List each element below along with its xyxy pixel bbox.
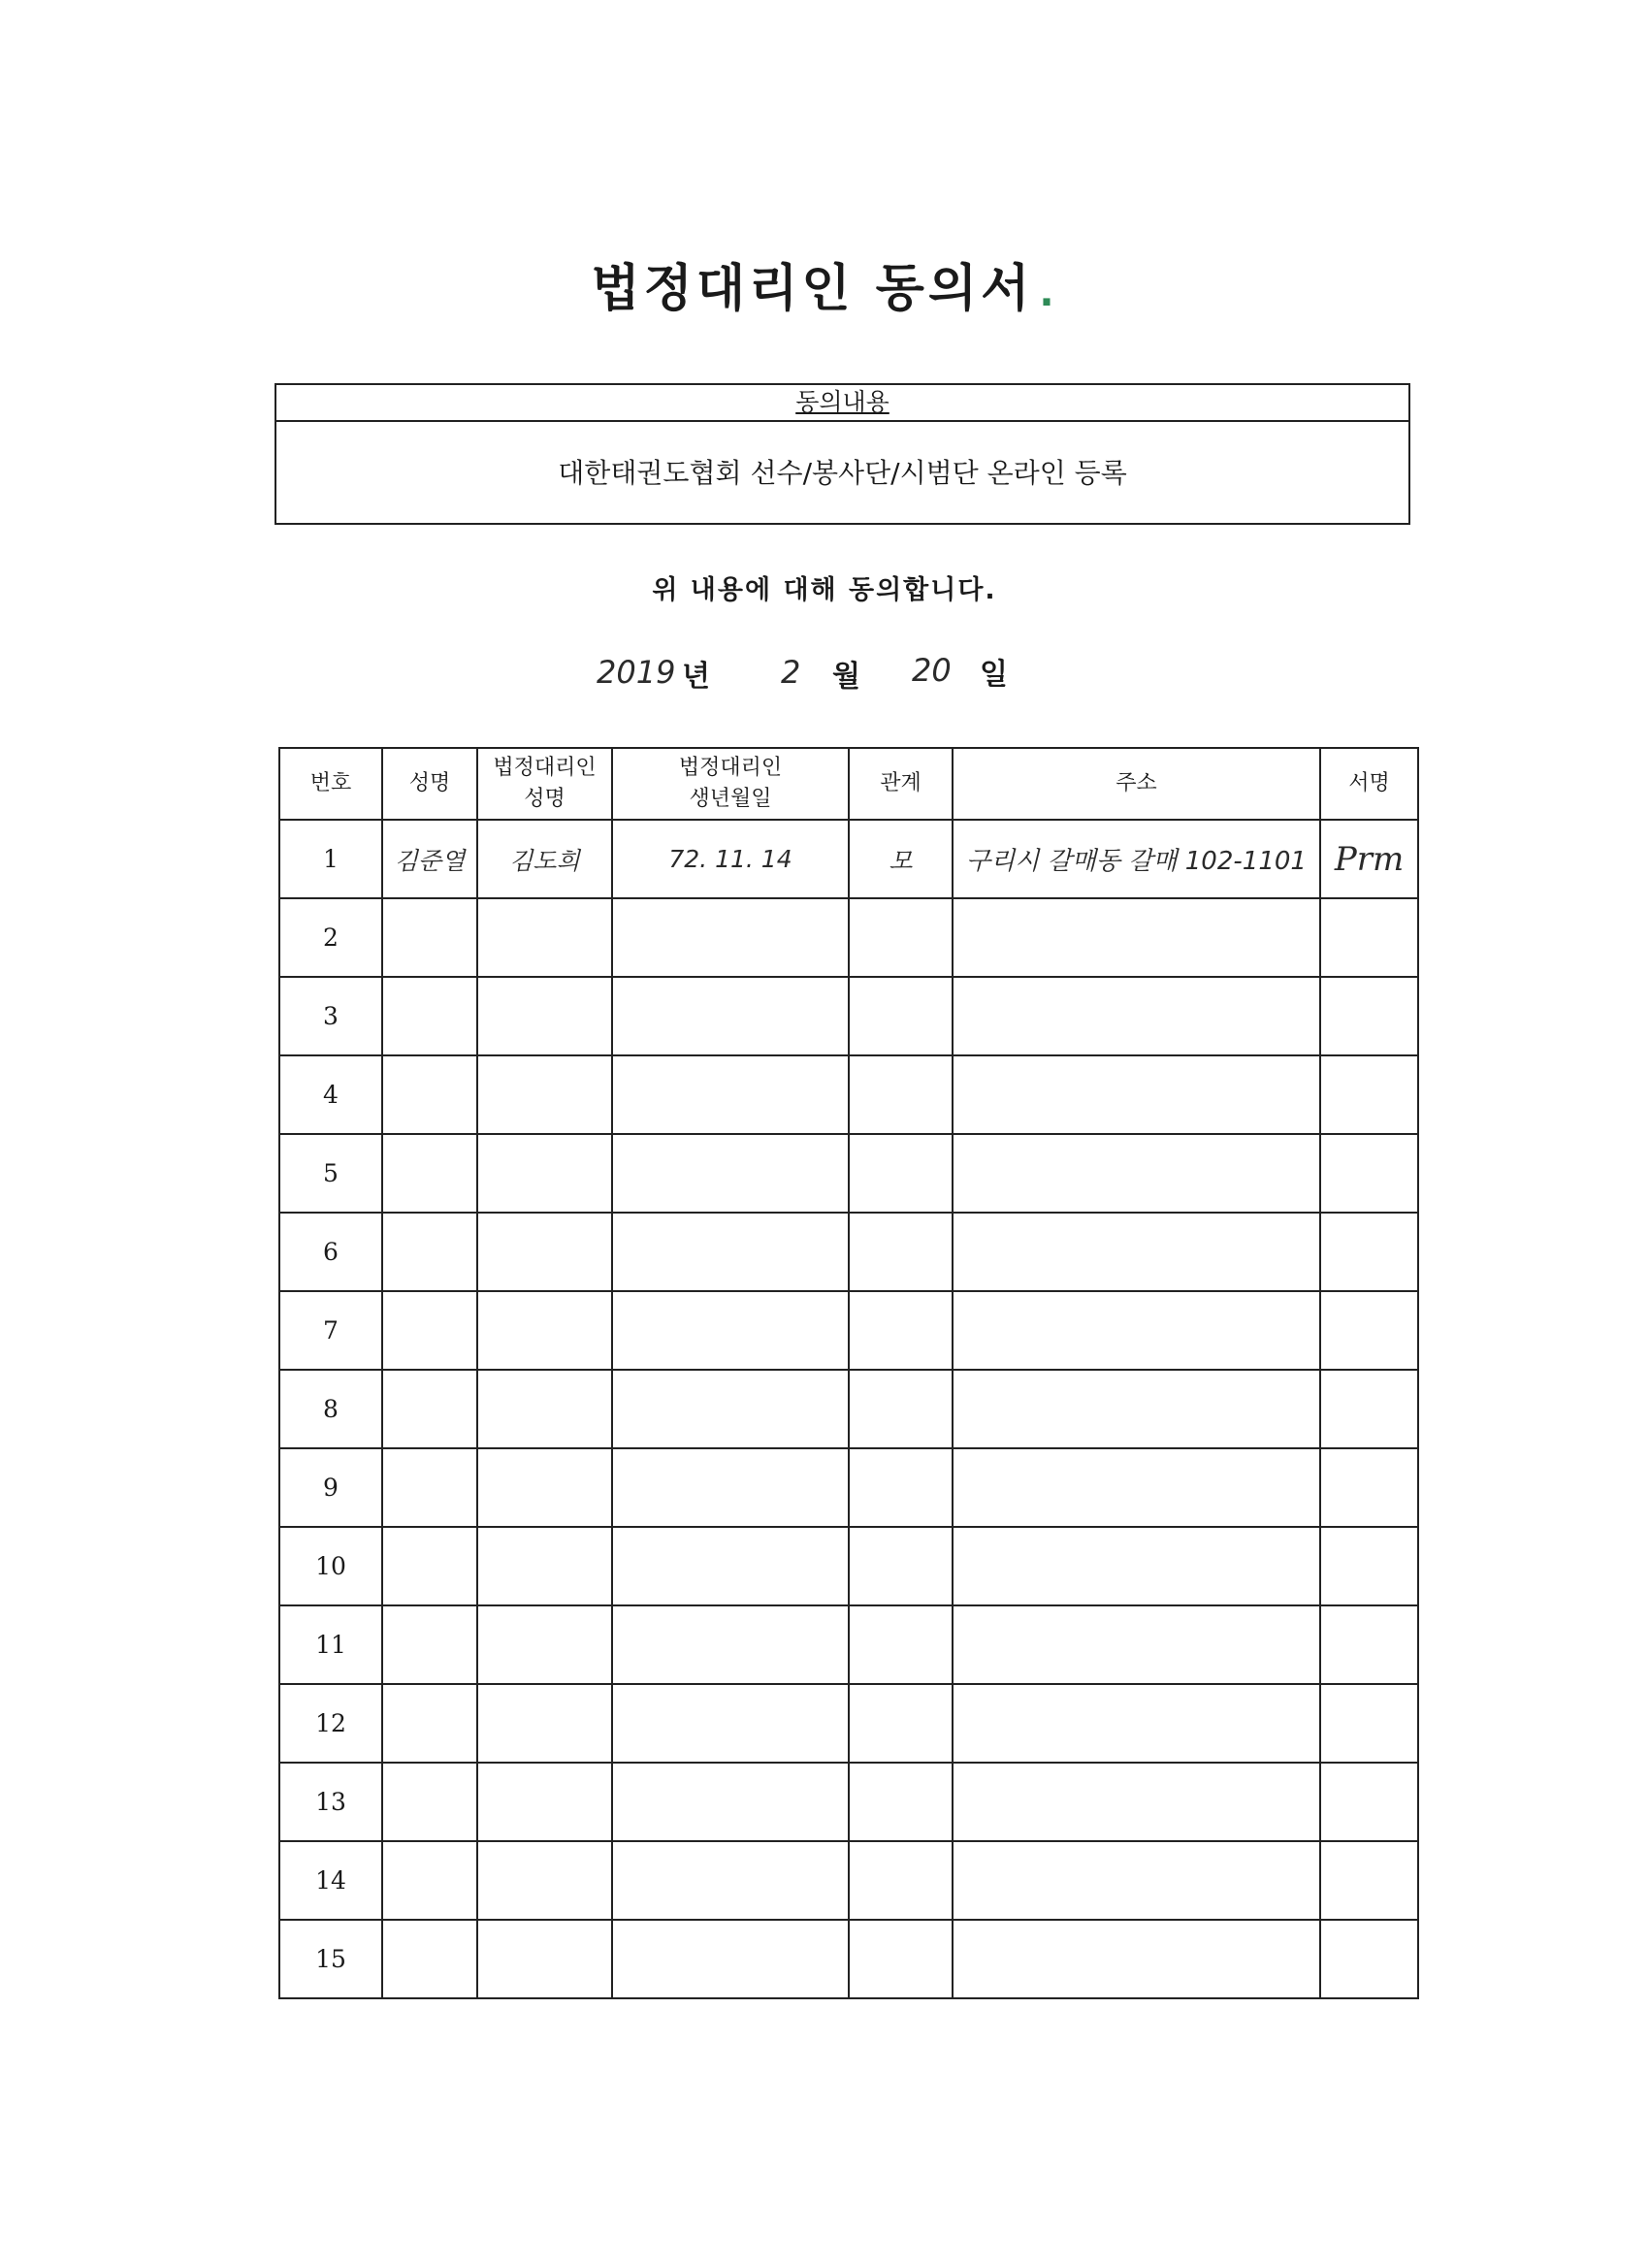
signature: [1320, 1684, 1418, 1763]
address: [953, 1055, 1320, 1134]
address: [953, 1291, 1320, 1370]
row-number: 5: [279, 1134, 382, 1213]
signature: [1320, 1448, 1418, 1527]
guardian-name: [477, 1291, 612, 1370]
table-header-row: [279, 748, 1418, 820]
row-number: 9: [279, 1448, 382, 1527]
title-text: 법정대리인 동의서: [591, 260, 1034, 318]
relation: [849, 1605, 953, 1684]
table-row: [279, 977, 1418, 1055]
address: [953, 1841, 1320, 1920]
guardian-name: [477, 1527, 612, 1605]
guardian-dob: [612, 898, 849, 977]
header-signature: 서명: [1320, 748, 1418, 820]
agreement-statement: 위 내용에 대해 동의합니다.: [652, 575, 997, 605]
address: [953, 1213, 1320, 1291]
guardian-name: [477, 977, 612, 1055]
consent-header-text: 동의내용: [795, 388, 889, 416]
guardian-dob: [612, 1763, 849, 1841]
guardian-dob: [612, 1448, 849, 1527]
header-guardian-dob-line1: 법정대리인: [678, 756, 783, 780]
participant-name: [382, 1291, 477, 1370]
guardian-name: [477, 898, 612, 977]
participant-name: [382, 1684, 477, 1763]
consent-box: [275, 383, 1410, 525]
ink-dot: .: [1039, 271, 1058, 315]
guardian-name: [477, 1370, 612, 1448]
signature: [1320, 1527, 1418, 1605]
signature: [1320, 820, 1418, 898]
row-number: 2: [279, 898, 382, 977]
signature: [1320, 1055, 1418, 1134]
address: [953, 977, 1320, 1055]
guardian-dob: [612, 1920, 849, 1998]
row-number: 3: [279, 977, 382, 1055]
signature: [1320, 898, 1418, 977]
signature: [1320, 1605, 1418, 1684]
address: [953, 1763, 1320, 1841]
date-year-unit: 년: [682, 660, 710, 694]
page-title: [0, 247, 1649, 320]
row-number: 1: [279, 820, 382, 898]
relation: [849, 1527, 953, 1605]
guardian-dob: [612, 1055, 849, 1134]
guardian-name: [477, 1055, 612, 1134]
row-number: 12: [279, 1684, 382, 1763]
participant-name: [382, 1134, 477, 1213]
signature: [1320, 1763, 1418, 1841]
relation: [849, 1684, 953, 1763]
guardian-name: [477, 1213, 612, 1291]
participant-name: [382, 1448, 477, 1527]
relation: [849, 1841, 953, 1920]
relation: [849, 1763, 953, 1841]
row-number: 4: [279, 1055, 382, 1134]
signature: [1320, 1370, 1418, 1448]
guardian-dob: [612, 1841, 849, 1920]
header-address: 주소: [953, 748, 1320, 820]
table-row: [279, 1213, 1418, 1291]
relation: [849, 898, 953, 977]
participant-name: [382, 1213, 477, 1291]
date-year-handwritten: 2019: [597, 654, 676, 691]
address: [953, 1134, 1320, 1213]
signature-mark: Prm: [1334, 839, 1405, 879]
date-day-unit: 일: [980, 658, 1008, 692]
relation: 모: [849, 820, 953, 898]
guardian-dob: [612, 1684, 849, 1763]
header-guardian-dob-line2: 생년월일: [689, 787, 772, 811]
table-row: [279, 1763, 1418, 1841]
guardian-name: [477, 1684, 612, 1763]
table-row: [279, 1527, 1418, 1605]
relation: [849, 1134, 953, 1213]
address: 구리시 갈매동 갈매 102-1101: [953, 820, 1320, 898]
table-row: [279, 820, 1418, 898]
table-row: [279, 1605, 1418, 1684]
relation: [849, 1055, 953, 1134]
signature: [1320, 1920, 1418, 1998]
address: [953, 1920, 1320, 1998]
participant-name: [382, 977, 477, 1055]
row-number: 15: [279, 1920, 382, 1998]
guardian-name: [477, 1841, 612, 1920]
guardian-name: [477, 1134, 612, 1213]
guardian-dob: 72. 11. 14: [612, 820, 849, 898]
participant-name: [382, 898, 477, 977]
participant-name: [382, 1527, 477, 1605]
participant-name: [382, 1841, 477, 1920]
table-row: [279, 1841, 1418, 1920]
guardian-dob: [612, 1291, 849, 1370]
signature: [1320, 1213, 1418, 1291]
header-guardian-name: [477, 748, 612, 820]
table-row: [279, 1134, 1418, 1213]
consent-body: 대한태권도협회 선수/봉사단/시범단 온라인 등록: [558, 457, 1127, 489]
relation: [849, 1448, 953, 1527]
relation: [849, 1370, 953, 1448]
row-number: 7: [279, 1291, 382, 1370]
relation: [849, 977, 953, 1055]
guardian-name: 김도희: [477, 820, 612, 898]
signature: [1320, 1134, 1418, 1213]
participant-name: [382, 1055, 477, 1134]
guardian-dob: [612, 1213, 849, 1291]
relation: [849, 1920, 953, 1998]
table-row: [279, 1684, 1418, 1763]
address: [953, 898, 1320, 977]
header-name: 성명: [382, 748, 477, 820]
address: [953, 1448, 1320, 1527]
table-row: [279, 1448, 1418, 1527]
table-row: [279, 898, 1418, 977]
table-row: [279, 1370, 1418, 1448]
guardian-name: [477, 1448, 612, 1527]
signature: [1320, 1841, 1418, 1920]
row-number: 8: [279, 1370, 382, 1448]
header-guardian-name-line1: 법정대리인: [493, 756, 597, 780]
consent-header: [276, 385, 1408, 422]
header-no: 번호: [279, 748, 382, 820]
address: [953, 1370, 1320, 1448]
participant-name: [382, 1370, 477, 1448]
guardian-dob: [612, 1134, 849, 1213]
guardian-dob: [612, 977, 849, 1055]
table-row: [279, 1055, 1418, 1134]
participant-name: 김준열: [382, 820, 477, 898]
guardian-dob: [612, 1605, 849, 1684]
address: [953, 1684, 1320, 1763]
relation: [849, 1213, 953, 1291]
address: [953, 1527, 1320, 1605]
signature: [1320, 977, 1418, 1055]
date-month-unit: 월: [832, 660, 860, 694]
signature: [1320, 1291, 1418, 1370]
row-number: 6: [279, 1213, 382, 1291]
table-row: [279, 1291, 1418, 1370]
participant-name: [382, 1763, 477, 1841]
guardian-roster-table: [278, 747, 1419, 1999]
row-number: 14: [279, 1841, 382, 1920]
row-number: 10: [279, 1527, 382, 1605]
table-row: [279, 1920, 1418, 1998]
guardian-dob: [612, 1527, 849, 1605]
guardian-dob: [612, 1370, 849, 1448]
header-guardian-name-line2: 성명: [524, 787, 566, 811]
guardian-name: [477, 1920, 612, 1998]
guardian-name: [477, 1763, 612, 1841]
date-month-handwritten: 2: [781, 654, 801, 691]
guardian-name: [477, 1605, 612, 1684]
row-number: 11: [279, 1605, 382, 1684]
participant-name: [382, 1605, 477, 1684]
participant-name: [382, 1920, 477, 1998]
header-guardian-dob: [612, 748, 849, 820]
address: [953, 1605, 1320, 1684]
row-number: 13: [279, 1763, 382, 1841]
relation: [849, 1291, 953, 1370]
header-relation: 관계: [849, 748, 953, 820]
date-day-handwritten: 20: [912, 652, 952, 689]
